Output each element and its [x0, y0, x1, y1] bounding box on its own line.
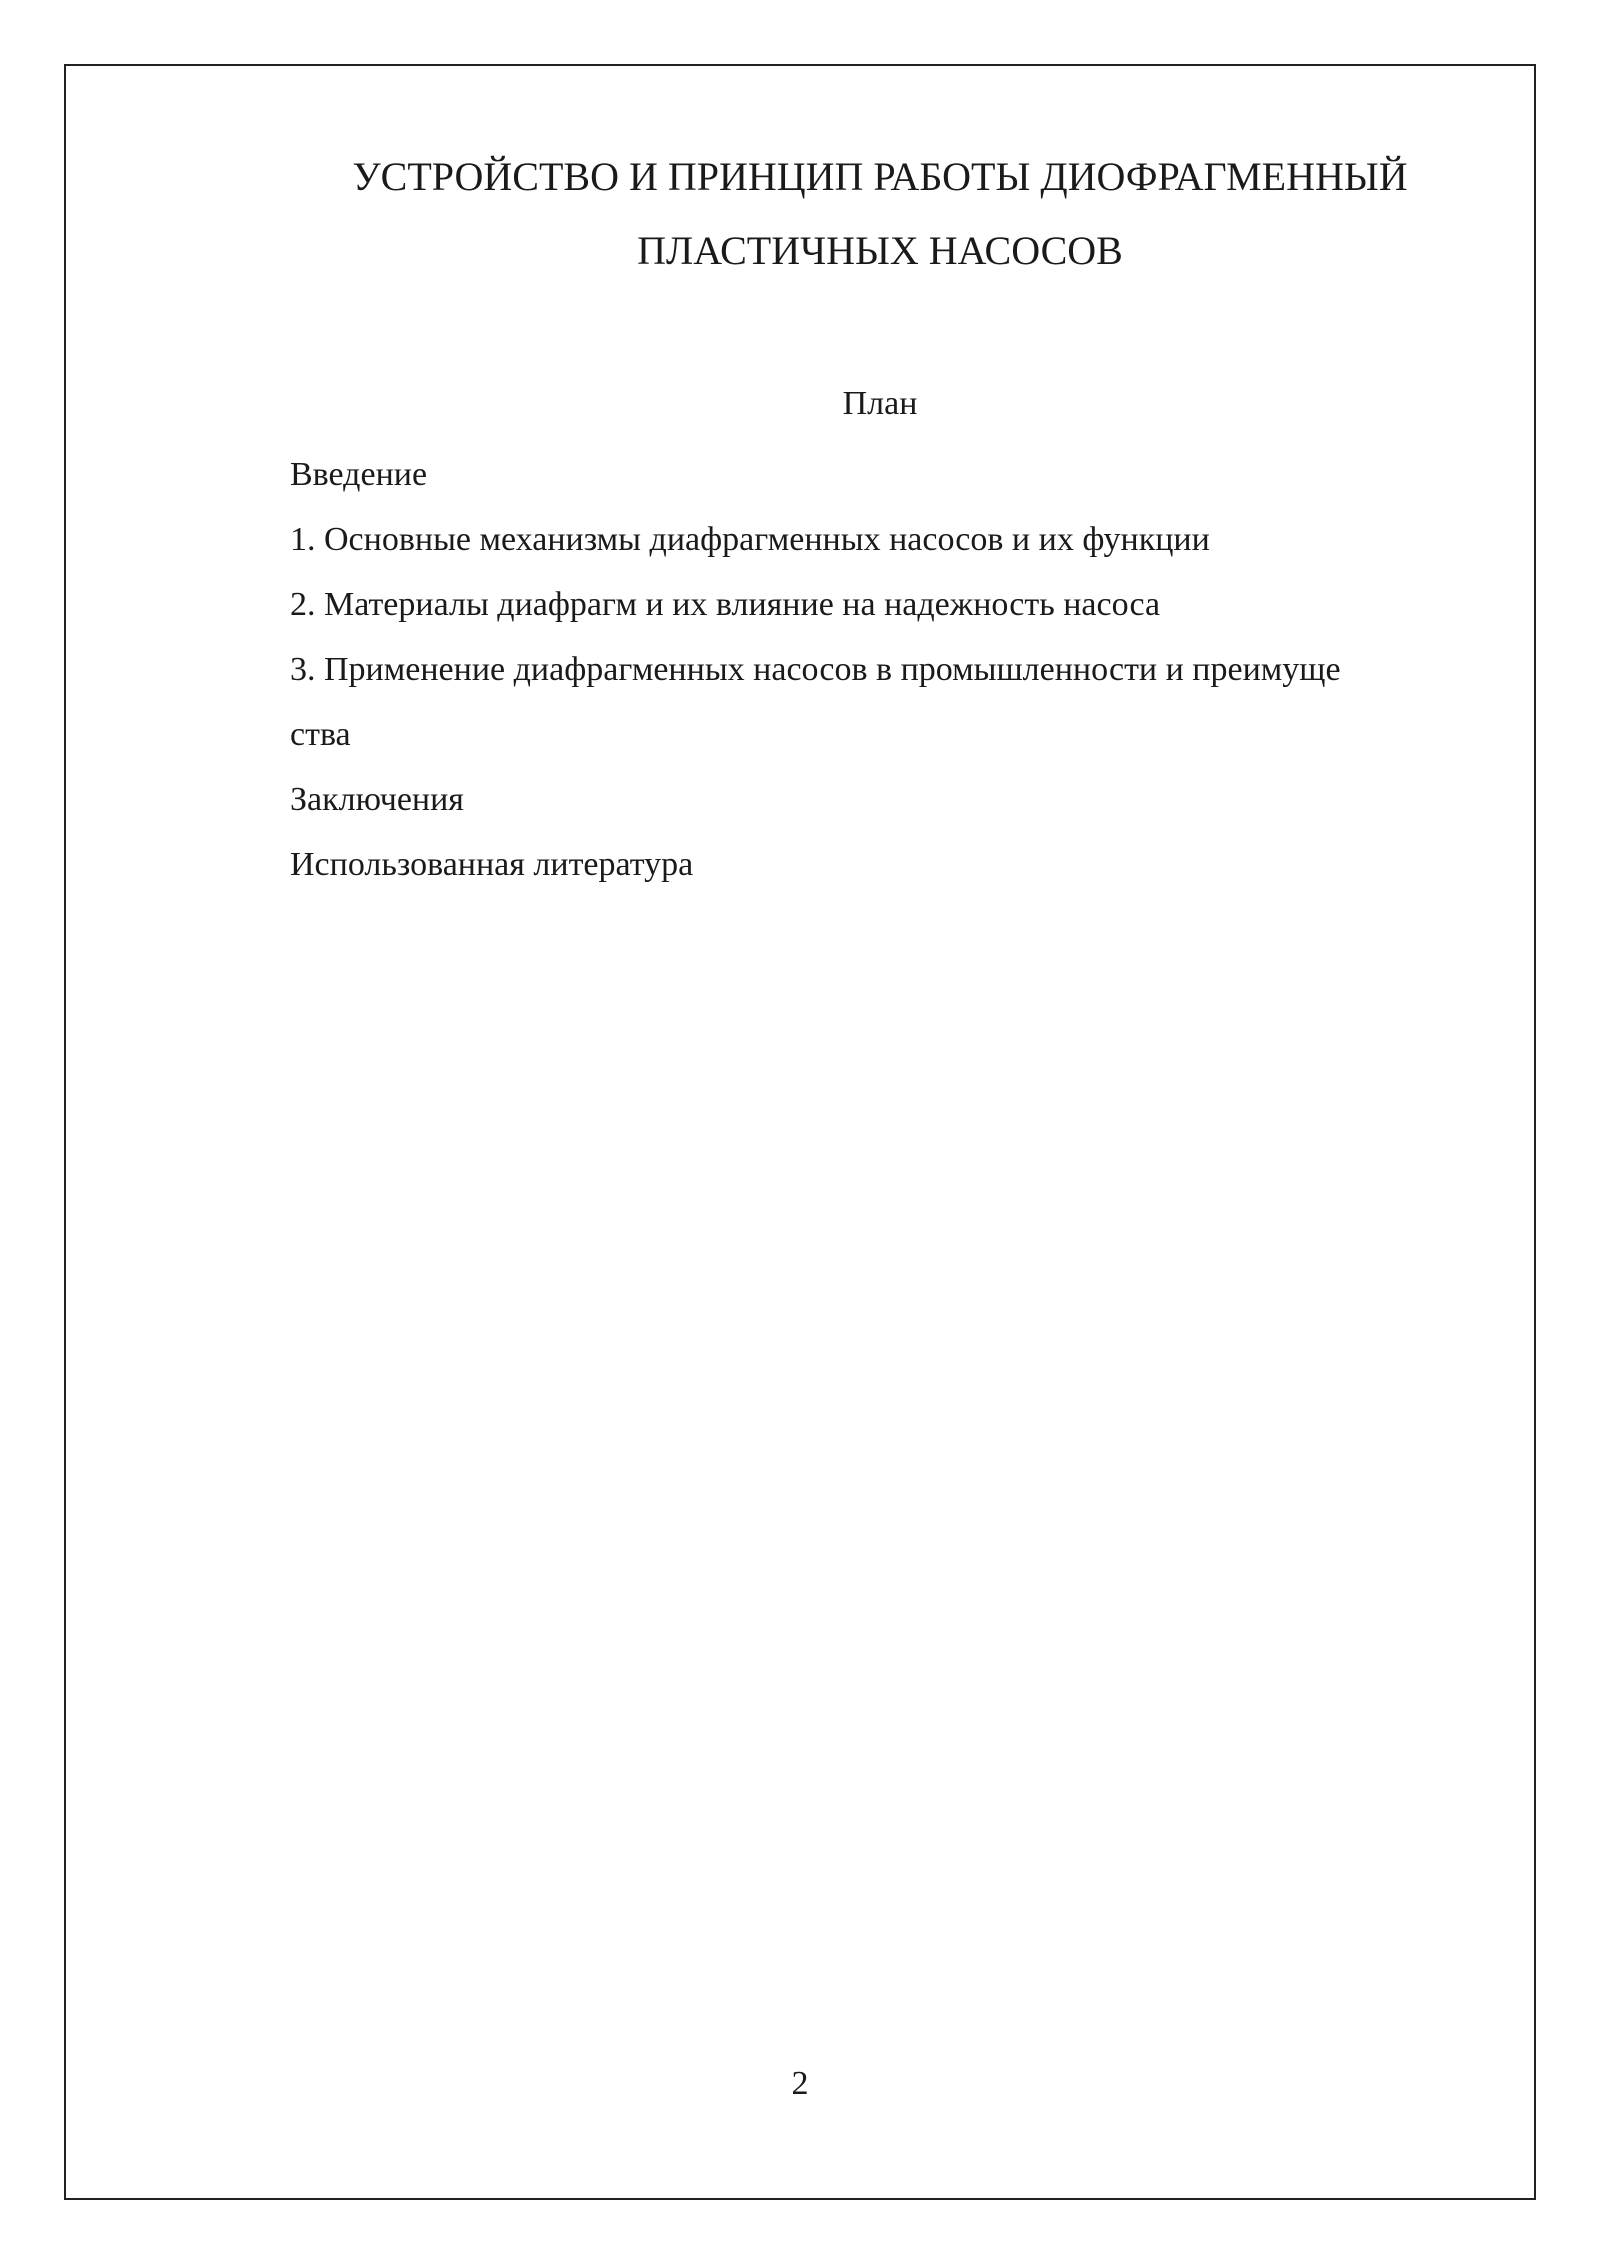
toc-item-3-continuation: ства: [290, 716, 351, 753]
page-number: 2: [791, 2065, 809, 2102]
toc-item-2: 2. Материалы диафрагм и их влияние на надежность насоса: [290, 586, 1161, 623]
toc-item-introduction: Введение: [290, 456, 428, 493]
document-title: [290, 140, 1470, 288]
document-title-line-2: ПЛАСТИЧНЫХ НАСОСОВ: [637, 228, 1123, 273]
toc-item-references: Использованная литература: [290, 846, 694, 883]
toc-item-conclusions: Заключения: [290, 781, 464, 818]
toc-item-1: 1. Основные механизмы диафрагменных насосов и их функции: [290, 521, 1210, 558]
toc-item-3: 3. Применение диафрагменных насосов в промышленности и преимуще: [290, 651, 1341, 688]
document-title-line-1: УСТРОЙСТВО И ПРИНЦИП РАБОТЫ ДИОФРАГМЕННЫЙ: [352, 154, 1408, 199]
table-of-contents: [290, 442, 1470, 897]
plan-heading: План: [842, 385, 918, 422]
